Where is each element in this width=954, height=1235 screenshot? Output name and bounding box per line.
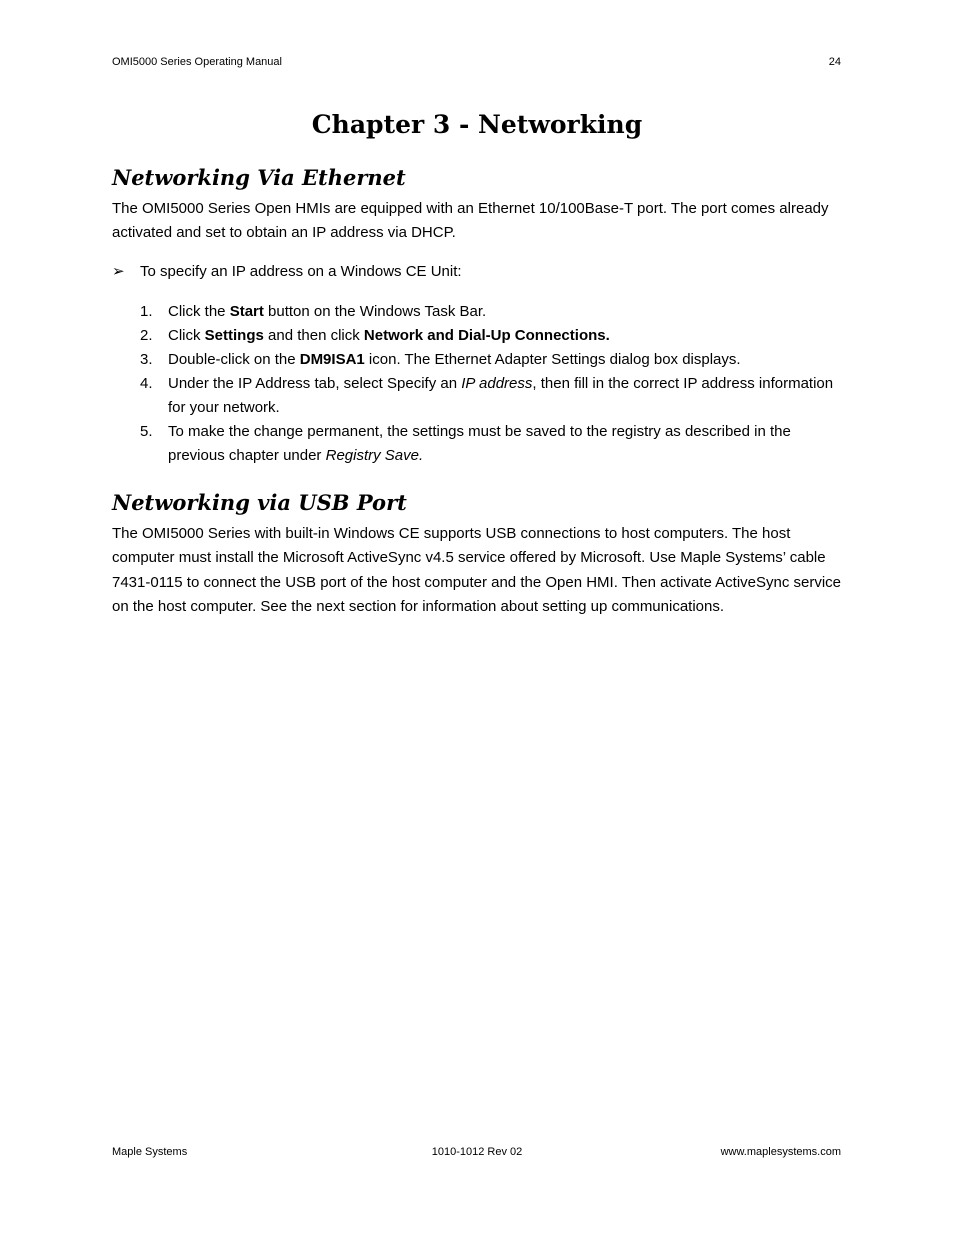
- step-text: button on the Windows Task Bar.: [263, 303, 487, 320]
- list-item: [140, 324, 840, 348]
- step-text: Click the: [168, 303, 230, 320]
- step-number: 1.: [140, 303, 153, 320]
- list-item: [140, 300, 840, 324]
- chapter-title: Chapter 3 - Networking: [311, 110, 643, 139]
- page-number: 24: [828, 56, 841, 68]
- running-header-title: OMI5000 Series Operating Manual: [112, 56, 282, 68]
- step-bold-term: Network and Dial-Up Connections.: [363, 327, 610, 344]
- arrowhead-bullet-icon: ➢: [112, 263, 125, 280]
- footer-website: www.maplesystems.com: [720, 1146, 841, 1158]
- section-heading-usb: Networking via USB Port: [112, 490, 407, 515]
- steps-list: [140, 300, 840, 468]
- step-italic-term: Registry Save.: [325, 447, 424, 464]
- list-item: [140, 372, 840, 420]
- section-heading-ethernet: Networking Via Ethernet: [112, 165, 406, 190]
- step-bold-term: DM9ISA1: [299, 351, 365, 368]
- step-text: icon. The Ethernet Adapter Settings dialog box displays.: [364, 351, 741, 368]
- step-bold-term: Start: [229, 303, 264, 320]
- step-text: , then fill in the correct IP address information for your network.: [168, 375, 834, 416]
- ethernet-intro-paragraph: The OMI5000 Series Open HMIs are equipped with an Ethernet 10/100Base-T port. The port comes already activated and set to obtain an IP address via DHCP.: [112, 200, 829, 242]
- step-text: Click: [168, 327, 205, 344]
- footer-company: Maple Systems: [112, 1146, 188, 1158]
- footer-doc-number: 1010-1012 Rev 02: [431, 1146, 523, 1158]
- step-number: 5.: [140, 423, 153, 440]
- step-text: Under the IP Address tab, select Specify an: [168, 375, 462, 392]
- step-text: To make the change permanent, the settings must be saved to the registry as described in the previous chapter under: [168, 423, 791, 464]
- step-number: 4.: [140, 375, 153, 392]
- step-number: 3.: [140, 351, 153, 368]
- usb-body-paragraph: The OMI5000 Series with built-in Windows CE supports USB connections to host computers. The host computer must install the Microsoft ActiveSync v4.5 service offered by Microsoft. Use Maple Systems’ cable 7431-0115 to connect the USB port of the host computer and the Open HMI. Then activate ActiveSync service on the host computer. See the next section for information about setting up communications.: [112, 525, 842, 616]
- list-item: [140, 420, 840, 468]
- step-bold-term: Settings: [204, 327, 264, 344]
- bullet-item: [112, 262, 462, 282]
- step-number: 2.: [140, 327, 153, 344]
- bullet-text: To specify an IP address on a Windows CE Unit:: [140, 263, 462, 280]
- step-text: and then click: [263, 327, 364, 344]
- list-item: [140, 348, 840, 372]
- step-text: Double-click on the: [168, 351, 300, 368]
- step-italic-term: IP address: [461, 375, 533, 392]
